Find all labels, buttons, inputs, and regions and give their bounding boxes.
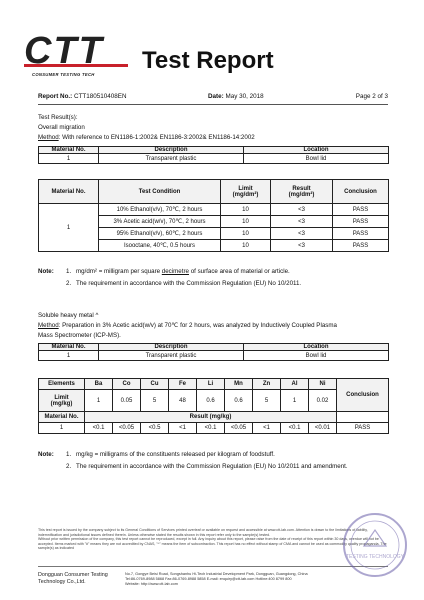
method-text: : Preparation in 3% Acetic acid(w/v) at 70℃ for 2 hours, was analyzed by Inductively Coupled Plasma bbox=[58, 322, 337, 329]
table-cell: 10 bbox=[221, 216, 271, 228]
table-cell: <1 bbox=[253, 423, 281, 434]
table-cell: <3 bbox=[271, 216, 333, 228]
method-line-1 bbox=[38, 134, 255, 141]
table-row bbox=[39, 423, 389, 434]
table-cell: <0.1 bbox=[197, 423, 225, 434]
table-row bbox=[39, 154, 389, 164]
company-address: No.7, Gongye Beisi Road, Songshanhu Hi-Tech Industrial Development Park, Dongguan, Guangdong, China Tel:86-0769-8988 5868 Fax:86-0769-8988 5858 E-mail: enquiry@ctt-lab.com Hotline:400 8799 800 Website: http://www.ctt-lab.com bbox=[125, 572, 308, 587]
table-header: Conclusion bbox=[333, 180, 389, 204]
method-label: Method bbox=[38, 134, 59, 141]
table-header: Conclusion bbox=[337, 379, 389, 412]
disclaimer-text-1: This test report is issued by the company subject to its General Conditions of Services printed overleaf or available on request and accessible at www.ctt-lab.com. Attention is drawn to the limitations of liability, indemnification and jurisdictional issues defined therein. Unless otherwise stated the results shown in this report refer only to the sample(s) tested. bbox=[38, 528, 368, 537]
test-results-heading: Test Result(s): bbox=[38, 114, 78, 121]
table-cell: 1 bbox=[39, 423, 85, 434]
table-cell: 0.05 bbox=[113, 390, 141, 412]
page-number: Page 2 of 3 bbox=[355, 93, 388, 100]
table-cell: <1 bbox=[169, 423, 197, 434]
table-cell: 10 bbox=[221, 240, 271, 252]
footer-divider bbox=[38, 566, 388, 567]
table-cell: Transparent plastic bbox=[99, 154, 244, 164]
element-ba: Ba bbox=[85, 379, 113, 390]
table-row bbox=[39, 412, 389, 423]
table-header: Result (mg/kg) bbox=[85, 412, 337, 423]
table-header: Location bbox=[244, 344, 389, 351]
table-cell: 0.02 bbox=[309, 390, 337, 412]
table-cell: <0.01 bbox=[309, 423, 337, 434]
table-header: Material No. bbox=[39, 412, 85, 423]
method-text: : With reference to EN1186-1:2002& EN1186-3:2002& EN1186-14:2002 bbox=[58, 134, 255, 141]
table-cell: 10 bbox=[221, 204, 271, 216]
report-meta bbox=[38, 93, 388, 103]
table-cell: <3 bbox=[271, 228, 333, 240]
company-stamp bbox=[342, 512, 408, 578]
soluble-heavy-metal-heading: Soluble heavy metal ^ bbox=[38, 312, 99, 319]
element-co: Co bbox=[113, 379, 141, 390]
table-header-row bbox=[39, 379, 389, 390]
logo-text: CTT bbox=[24, 30, 104, 72]
date-label: Date: bbox=[208, 93, 224, 100]
element-li: Li bbox=[197, 379, 225, 390]
ctt-logo-icon bbox=[22, 30, 132, 74]
table-cell: 5 bbox=[141, 390, 169, 412]
table-cell: 0.6 bbox=[197, 390, 225, 412]
table-cell: <0.05 bbox=[225, 423, 253, 434]
table-cell: PASS bbox=[333, 204, 389, 216]
table-cell: <3 bbox=[271, 204, 333, 216]
table-cell: PASS bbox=[333, 240, 389, 252]
table-cell: 48 bbox=[169, 390, 197, 412]
note-label: Note: bbox=[38, 451, 54, 458]
table-cell: <3 bbox=[271, 240, 333, 252]
table-header: Material No. bbox=[39, 147, 99, 154]
material-table-1 bbox=[38, 146, 389, 164]
table-cell: 1 bbox=[39, 154, 99, 164]
note-1-line-1: Note: 1. mg/dm² = milligram per square decimetre of surface area of material or article. bbox=[38, 268, 290, 275]
table-header: Test Condition bbox=[99, 180, 221, 204]
table-cell: Transparent plastic bbox=[99, 351, 244, 361]
disclaimer-text-2: Without prior written permission of the company, this test report cannot be reproduced, except in full. Any inquiry about this report, please raise from the date of receipt of this report within 30 days, overdue will not be accepted. Items marked with "#" means they are not accredited by CNAS, "^" means the item of subcontraction. This report has no effect without stamp of CMA and cannot be used as commodity quality propaganda. The sample(s) as indicated bbox=[38, 537, 387, 550]
table-header: Description bbox=[99, 147, 244, 154]
table-cell: Bowl lid bbox=[244, 351, 389, 361]
table-cell: 95% Ethanol(v/v), 60℃, 2 hours bbox=[99, 228, 221, 240]
table-header: Limit (mg/dm²) bbox=[221, 180, 271, 204]
element-fe: Fe bbox=[169, 379, 197, 390]
table-header-row bbox=[39, 344, 389, 351]
test-condition-table bbox=[38, 179, 389, 252]
element-mn: Mn bbox=[225, 379, 253, 390]
table-cell: 10% Ethanol(v/v), 70℃, 2 hours bbox=[99, 204, 221, 216]
ctt-logo bbox=[22, 30, 132, 82]
note-2-line-2: 2. The requirement in accordance with the Commission Regulation (EU) No 10/2011 and amendment. bbox=[66, 463, 348, 470]
method-line-2b: Mass Spectrometer (ICP-MS). bbox=[38, 332, 121, 339]
table-header: Description bbox=[99, 344, 244, 351]
report-date: May 30, 2018 bbox=[225, 93, 264, 100]
table-cell: <0.1 bbox=[281, 423, 309, 434]
heavy-metal-table bbox=[38, 378, 389, 434]
note-2-line-1: Note: 1. mg/kg = milligrams of the constituents released per kilogram of foodstuff. bbox=[38, 451, 275, 458]
table-cell: 0.6 bbox=[225, 390, 253, 412]
footer-disclaimer bbox=[38, 528, 388, 551]
report-no-label: Report No.: bbox=[38, 93, 73, 100]
table-cell: 1 bbox=[85, 390, 113, 412]
table-cell: 3% Acetic acid(w/v), 70℃, 2 hours bbox=[99, 216, 221, 228]
table-cell: <0.05 bbox=[113, 423, 141, 434]
report-no: CTT180510408EN bbox=[74, 93, 127, 100]
table-cell: 1 bbox=[39, 351, 99, 361]
table-cell: Bowl lid bbox=[244, 154, 389, 164]
table-cell: <0.1 bbox=[85, 423, 113, 434]
note-1-line-2: 2. The requirement in accordance with the Commission Regulation (EU) No 10/2011. bbox=[66, 280, 302, 287]
table-header: Location bbox=[244, 147, 389, 154]
element-cu: Cu bbox=[141, 379, 169, 390]
element-ni: Ni bbox=[309, 379, 337, 390]
table-cell: 10 bbox=[221, 228, 271, 240]
table-row bbox=[39, 351, 389, 361]
table-cell: Isooctane, 40℃, 0.5 hours bbox=[99, 240, 221, 252]
logo-tagline: CONSUMER TESTING TECH bbox=[32, 72, 95, 77]
element-zn: Zn bbox=[253, 379, 281, 390]
table-cell: 1 bbox=[39, 204, 99, 252]
table-header-row bbox=[39, 180, 389, 204]
element-al: Al bbox=[281, 379, 309, 390]
stamp-text: TESTING TECHNOLOGY bbox=[346, 554, 404, 560]
method-label: Method bbox=[38, 322, 59, 329]
method-line-2 bbox=[38, 322, 337, 329]
table-cell: 5 bbox=[253, 390, 281, 412]
table-row bbox=[39, 390, 389, 412]
overall-migration-heading: Overall migration bbox=[38, 124, 85, 131]
table-cell: PASS bbox=[333, 228, 389, 240]
material-table-2 bbox=[38, 343, 389, 361]
header-divider bbox=[38, 104, 388, 105]
table-cell: PASS bbox=[333, 216, 389, 228]
table-row bbox=[39, 204, 389, 216]
note-label: Note: bbox=[38, 268, 54, 275]
table-header: Limit (mg/kg) bbox=[39, 390, 85, 412]
company-name: Dongguan Consumer Testing Technology Co.,Ltd. bbox=[38, 572, 108, 585]
stamp-icon bbox=[342, 512, 408, 578]
table-header: Material No. bbox=[39, 180, 99, 204]
page-title: Test Report bbox=[142, 47, 274, 74]
table-cell: <0.5 bbox=[141, 423, 169, 434]
table-header: Result (mg/dm²) bbox=[271, 180, 333, 204]
table-header: Elements bbox=[39, 379, 85, 390]
table-header: Material No. bbox=[39, 344, 99, 351]
table-cell: PASS bbox=[337, 423, 389, 434]
table-cell: 1 bbox=[281, 390, 309, 412]
table-header-row bbox=[39, 147, 389, 154]
